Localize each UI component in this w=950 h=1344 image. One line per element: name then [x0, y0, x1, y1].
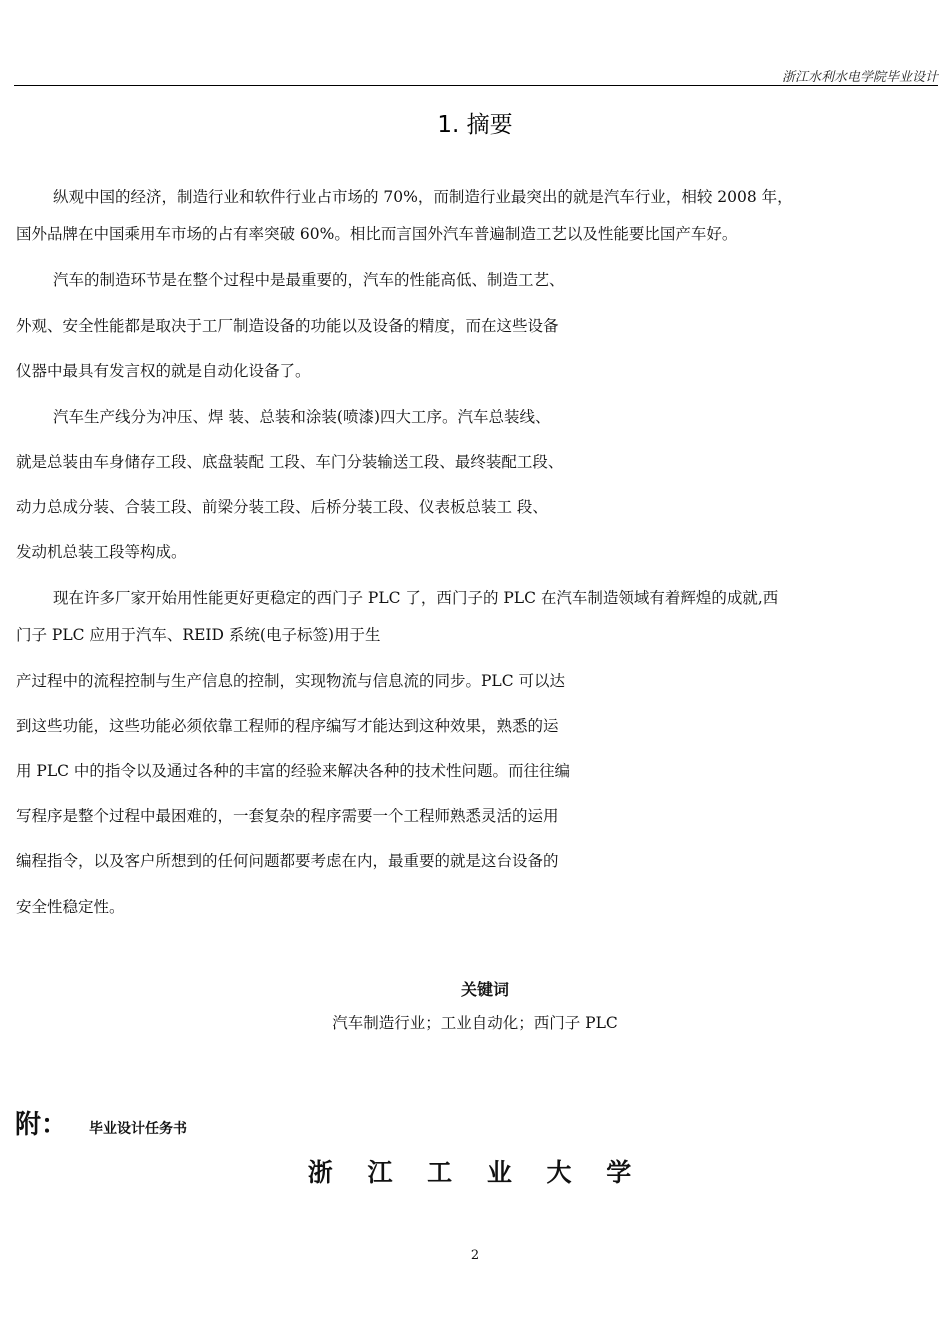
- appendix-title: 毕业设计任务书: [89, 1121, 188, 1137]
- body-line: 写程序是整个过程中最困难的，一套复杂的程序需要一个工程师熟悉灵活的运用: [16, 807, 559, 825]
- section-title: 1. 摘要: [437, 112, 513, 138]
- body-line: 门子 PLC 应用于汽车、REID 系统(电子标签)用于生: [16, 626, 381, 644]
- keywords-heading: 关键词: [460, 980, 509, 999]
- page-number: 2: [470, 1248, 480, 1263]
- keywords-list: 汽车制造行业；工业自动化；西门子 PLC: [332, 1014, 618, 1032]
- body-line: 编程指令，以及客户所想到的任何问题都要考虑在内，最重要的就是这台设备的: [16, 852, 559, 870]
- body-line: 就是总装由车身储存工段、底盘装配 工段、车门分装输送工段、最终装配工段、: [16, 453, 564, 471]
- body-line: 用 PLC 中的指令以及通过各种的丰富的经验来解决各种的技术性问题。而往往编: [16, 762, 570, 780]
- body-line: 到这些功能，这些功能必须依靠工程师的程序编写才能达到这种效果，熟悉的运: [16, 717, 559, 735]
- university-name: 浙 江 工 业 大 学: [307, 1158, 645, 1187]
- page-header-title: 浙江水利水电学院毕业设计: [781, 70, 938, 85]
- body-line: 发动机总装工段等构成。: [16, 543, 187, 561]
- body-line: 汽车的制造环节是在整个过程中是最重要的，汽车的性能高低、制造工艺、: [53, 271, 565, 289]
- body-line: 仪器中最具有发言权的就是自动化设备了。: [16, 362, 311, 380]
- body-line: 汽车生产线分为冲压、焊 装、总装和涂装(喷漆)四大工序。汽车总装线、: [53, 408, 551, 426]
- body-line: 安全性稳定性。: [16, 898, 125, 916]
- body-line: 国外品牌在中国乘用车市场的占有率突破 60%。相比而言国外汽车普遍制造工艺以及性能要比国产车好。: [16, 225, 738, 243]
- header-rule: [14, 85, 938, 86]
- body-line: 现在许多厂家开始用性能更好更稳定的西门子 PLC 了，西门子的 PLC 在汽车制造领域有着辉煌的成就,西: [53, 589, 779, 607]
- body-line: 外观、安全性能都是取决于工厂制造设备的功能以及设备的精度，而在这些设备: [16, 317, 559, 335]
- body-line: 产过程中的流程控制与生产信息的控制，实现物流与信息流的同步。PLC 可以达: [16, 672, 566, 690]
- appendix-label: 附：: [15, 1110, 68, 1140]
- appendix-line: [15, 1104, 187, 1141]
- body-line: 动力总成分装、合装工段、前梁分装工段、后桥分装工段、仪表板总装工 段、: [16, 498, 548, 516]
- body-line: 纵观中国的经济，制造行业和软件行业占市场的 70%，而制造行业最突出的就是汽车行业，相较 2008 年，: [53, 188, 793, 206]
